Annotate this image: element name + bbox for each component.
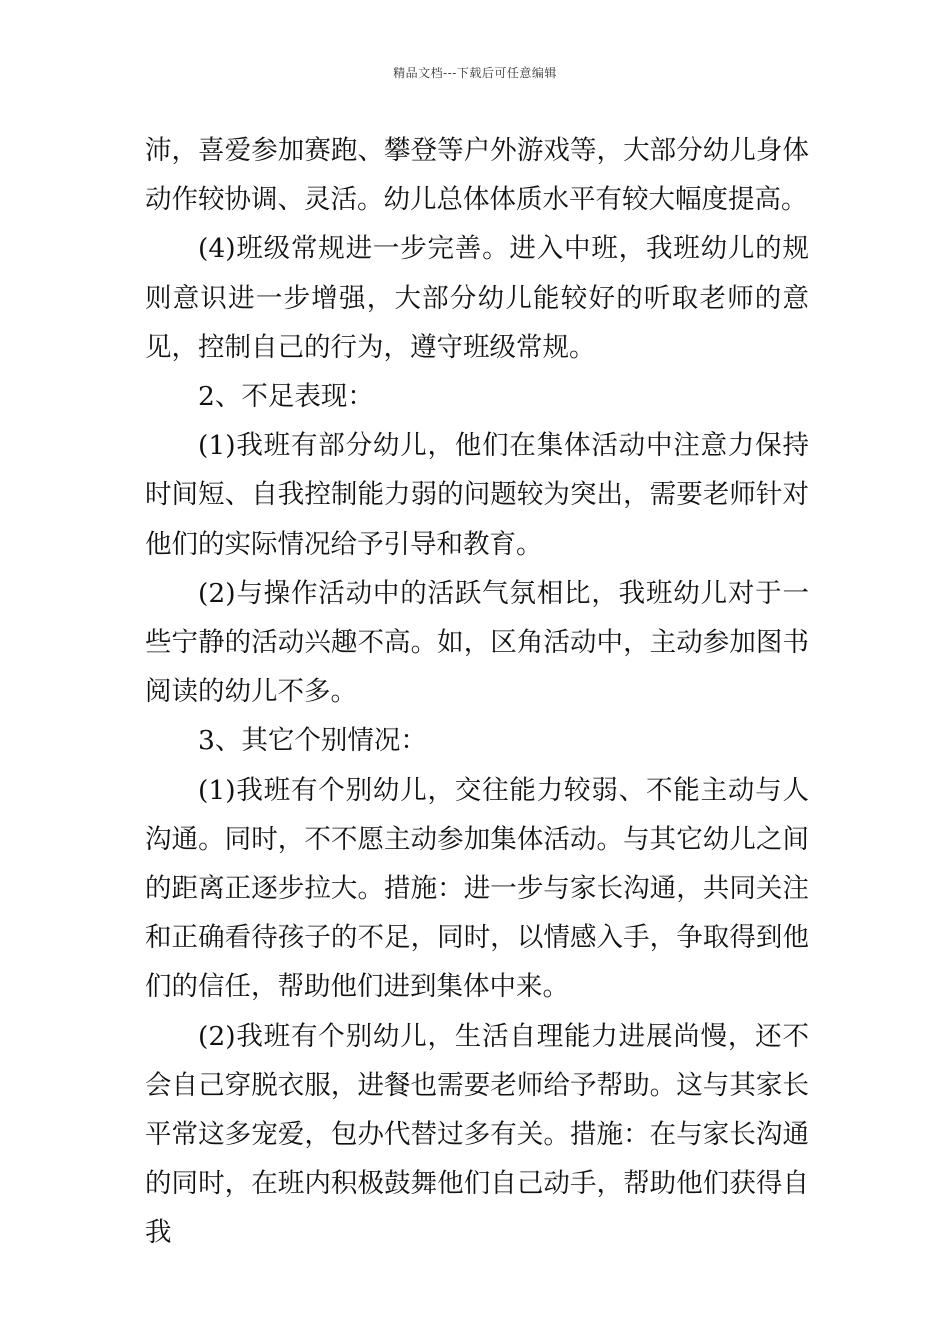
- paragraph-6: (2)我班有个别幼儿，生活自理能力进展尚慢，还不会自己穿脱衣服，进餐也需要老师给予帮助。这与其家长平常这多宠爱，包办代替过多有关。措施：在与家长沟通的同时，在班内积极鼓舞他们自己动手，帮助他们获得自我: [145, 1020, 809, 1249]
- paragraph-5: (1)我班有个别幼儿，交往能力较弱、不能主动与人沟通。同时，不不愿主动参加集体活动。与其它幼儿之间的距离正逐步拉大。措施：进一步与家长沟通，共同关注和正确看待孩子的不足，同时，以情感入手，争取得到他们的信任，帮助他们进到集体中来。: [145, 774, 809, 1003]
- section-heading-other: 3、其它个别情况：: [198, 725, 427, 757]
- paragraph-4: (2)与操作活动中的活跃气氛相比，我班幼儿对于一些宁静的活动兴趣不高。如，区角活动中，主动参加图书阅读的幼儿不多。: [145, 577, 809, 708]
- page-header: 精品文档---下载后可任意编辑: [393, 66, 557, 80]
- paragraph-1: 沛，喜爱参加赛跑、攀登等户外游戏等，大部分幼儿身体动作较协调、灵活。幼儿总体体质水平有较大幅度提高。: [145, 135, 809, 216]
- section-heading-shortcomings: 2、不足表现：: [198, 381, 374, 413]
- paragraph-2: (4)班级常规进一步完善。进入中班，我班幼儿的规则意识进一步增强，大部分幼儿能较好的听取老师的意见，控制自己的行为，遵守班级常规。: [145, 233, 809, 363]
- paragraph-3: (1)我班有部分幼儿，他们在集体活动中注意力保持时间短、自我控制能力弱的问题较为突出，需要老师针对他们的实际情况给予引导和教育。: [145, 430, 809, 560]
- document-body: [145, 126, 809, 1258]
